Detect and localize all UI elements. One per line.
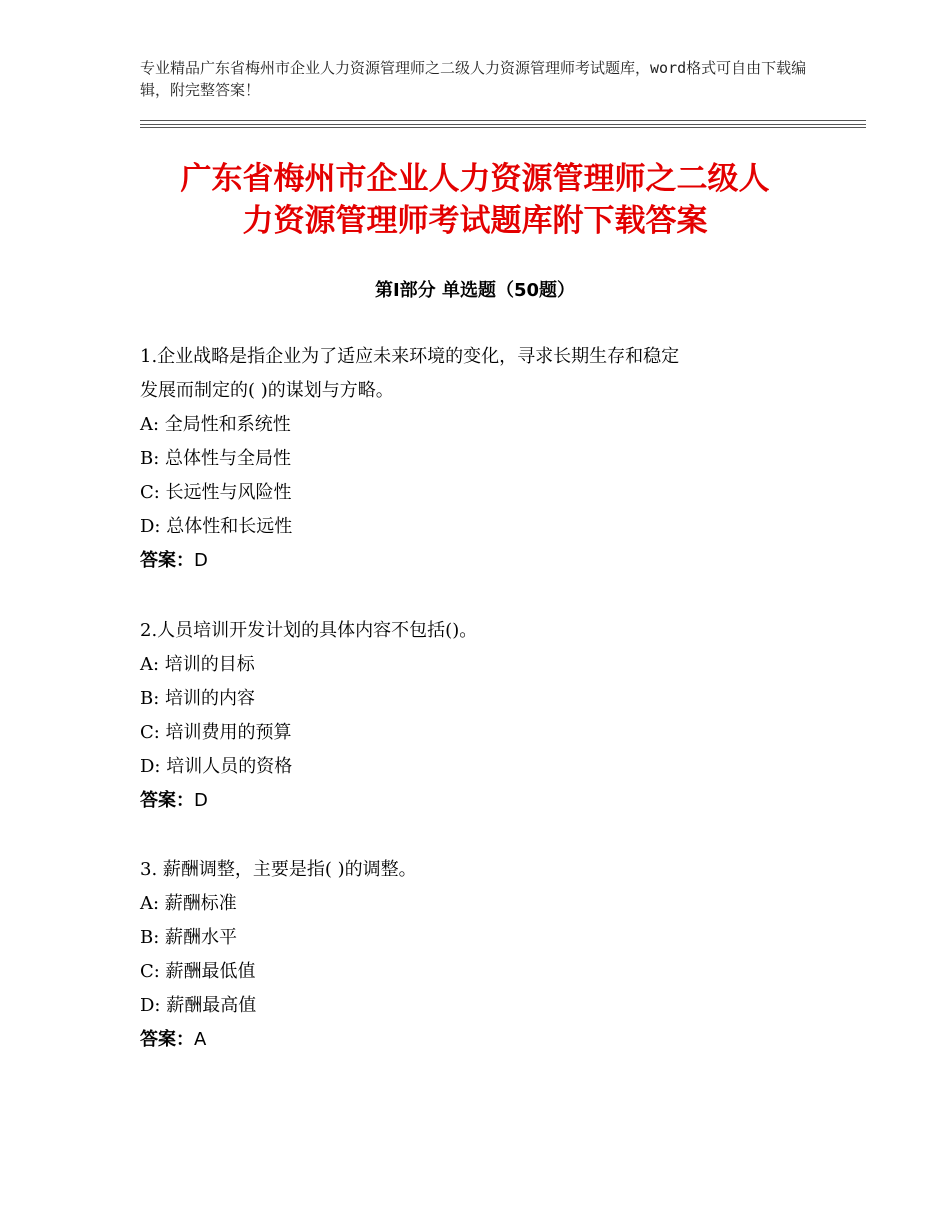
page-title	[130, 158, 820, 242]
divider-line	[140, 120, 866, 121]
divider-line	[140, 124, 866, 125]
option-d: D: 总体性和长远性	[140, 516, 293, 537]
question-1	[140, 340, 820, 578]
answer	[140, 1023, 820, 1057]
option-d: D: 薪酬最高值	[140, 995, 257, 1016]
option-d: D: 培训人员的资格	[140, 756, 293, 777]
answer-value: D	[194, 550, 208, 571]
page-title-line-2: 力资源管理师考试题库附下载答案	[242, 203, 708, 239]
option-a: A: 全局性和系统性	[140, 414, 291, 435]
answer	[140, 784, 820, 818]
option-b: B: 总体性与全局性	[140, 448, 292, 469]
option-c: C: 长远性与风险性	[140, 482, 292, 503]
question-3	[140, 853, 820, 1057]
question-stem-continued: 发展而制定的( )的谋划与方略。	[140, 380, 394, 401]
header-note: 专业精品广东省梅州市企业人力资源管理师之二级人力资源管理师考试题库，word格式可自由下载编辑，附完整答案！	[140, 59, 807, 99]
answer-label: 答案：	[140, 1029, 194, 1050]
option-c: C: 薪酬最低值	[140, 961, 256, 982]
page-title-line-1: 广东省梅州市企业人力资源管理师之二级人	[180, 161, 770, 197]
question-2	[140, 614, 820, 818]
question-stem: 1.企业战略是指企业为了适应未来环境的变化，寻求长期生存和稳定	[140, 346, 680, 367]
option-b: B: 薪酬水平	[140, 927, 238, 948]
answer	[140, 544, 820, 578]
answer-label: 答案：	[140, 790, 194, 811]
option-a: A: 培训的目标	[140, 654, 255, 675]
answer-label: 答案：	[140, 550, 194, 571]
question-stem: 3. 薪酬调整，主要是指( )的调整。	[140, 859, 417, 880]
answer-value: D	[194, 790, 208, 811]
option-c: C: 培训费用的预算	[140, 722, 292, 743]
option-a: A: 薪酬标准	[140, 893, 237, 914]
answer-value: A	[194, 1029, 207, 1050]
option-b: B: 培训的内容	[140, 688, 256, 709]
section-title: 第Ⅰ部分 单选题（50题）	[374, 280, 575, 301]
divider-line	[140, 127, 866, 128]
question-stem: 2.人员培训开发计划的具体内容不包括()。	[140, 620, 478, 641]
